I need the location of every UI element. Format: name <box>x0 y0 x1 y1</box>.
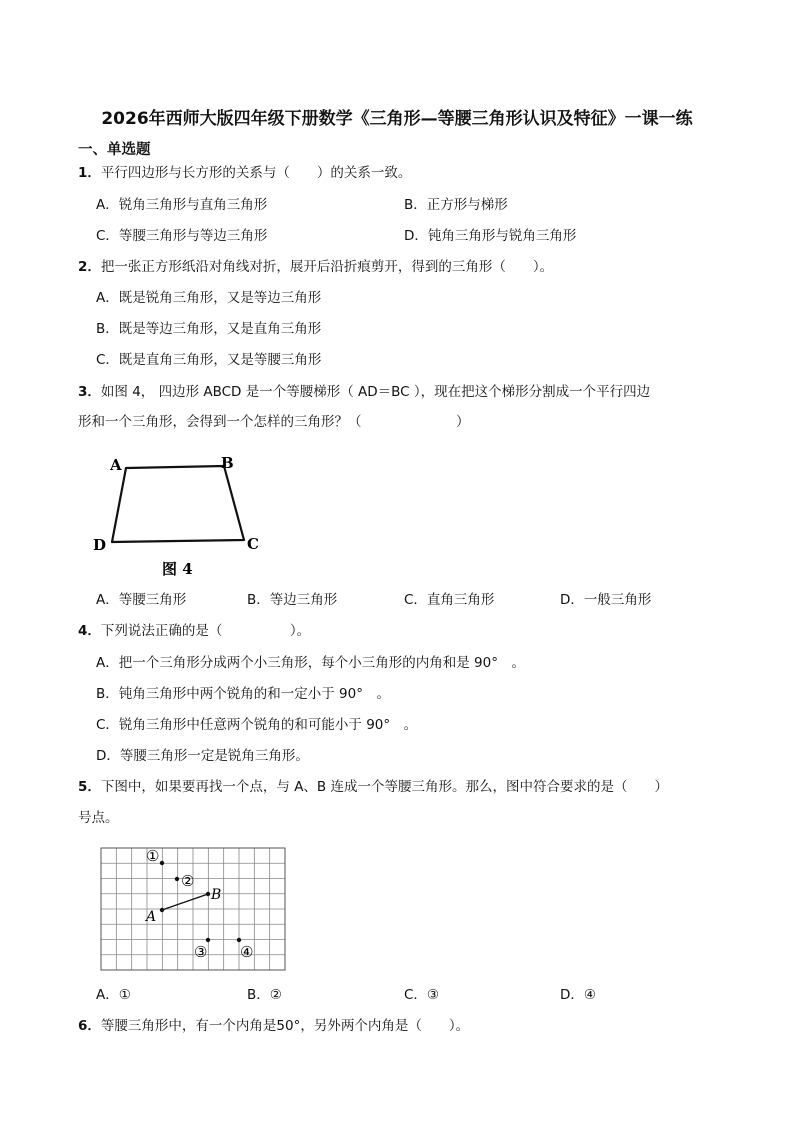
question-1 <box>78 163 411 183</box>
question-number: 4． <box>78 623 101 639</box>
question-number: 2． <box>78 259 101 275</box>
point-a <box>160 908 164 912</box>
option-1d: D．钝角三角形与锐角三角形 <box>404 228 577 244</box>
option-1b: B．正方形与梯形 <box>404 197 508 213</box>
question-4 <box>78 621 310 641</box>
question-text: 等腰三角形中，有一个内角是50°，另外两个内角是（ ）。 <box>100 1018 470 1034</box>
option-3c: C．直角三角形 <box>404 592 495 608</box>
question-text: 把一张正方形纸沿对角线对折，展开后沿折痕剪开，得到的三角形（ ）。 <box>100 259 554 275</box>
question-3 <box>78 382 650 402</box>
option-1a: A．锐角三角形与直角三角形 <box>96 197 268 213</box>
point-label-b: B <box>211 887 222 903</box>
question-5 <box>78 777 668 797</box>
segment-ab <box>162 894 208 910</box>
vertex-label-c: C <box>247 535 259 553</box>
option-3a: A．等腰三角形 <box>96 592 187 608</box>
option-3b: B．等边三角形 <box>247 592 338 608</box>
question-text: 平行四边形与长方形的关系与（ ）的关系一致。 <box>100 165 412 181</box>
question-2 <box>78 257 553 277</box>
option-5b: B．② <box>247 987 282 1003</box>
question-number: 1． <box>78 165 101 181</box>
point-label-2: ② <box>181 872 195 890</box>
option-5a: A．① <box>96 987 131 1003</box>
question-3-cont: 形和一个三角形，会得到一个怎样的三角形？（ ） <box>78 414 470 430</box>
question-6 <box>78 1016 469 1036</box>
point-4 <box>237 938 241 942</box>
option-2c: C．既是直角三角形，又是等腰三角形 <box>96 352 322 368</box>
figure-caption: 图 4 <box>162 560 193 578</box>
point-b <box>206 892 210 896</box>
question-text: 下列说法正确的是（ ）。 <box>100 623 311 639</box>
point-label-1: ① <box>146 847 160 865</box>
option-4d: D．等腰三角形一定是锐角三角形。 <box>96 748 309 764</box>
question-text-line1: 下图中，如果要再找一个点，与 A、B 连成一个等腰三角形。那么，图中符合要求的是（ ） <box>100 779 668 795</box>
vertex-label-b: B <box>221 454 234 472</box>
trapezoid-shape <box>112 466 244 542</box>
option-3d: D．一般三角形 <box>560 592 652 608</box>
page-title: 2026年西师大版四年级下册数学《三角形—等腰三角形认识及特征》一课一练 <box>101 109 693 129</box>
point-1 <box>160 861 164 865</box>
grid-lines <box>101 848 285 970</box>
point-label-4: ④ <box>240 943 254 961</box>
vertex-label-d: D <box>93 536 107 554</box>
vertex-label-a: A <box>110 456 122 474</box>
point-2 <box>175 877 179 881</box>
question-text-line1: 如图 4， 四边形 ABCD 是一个等腰梯形（ AD＝BC ），现在把这个梯形分割成一个平行四边 <box>100 384 651 400</box>
point-label-a: A <box>146 909 157 925</box>
option-1c: C．等腰三角形与等边三角形 <box>96 228 268 244</box>
grid-figure <box>98 845 288 975</box>
trapezoid-figure <box>90 450 280 585</box>
option-2b: B．既是等边三角形，又是直角三角形 <box>96 321 322 337</box>
point-3 <box>206 938 210 942</box>
question-number: 6． <box>78 1018 101 1034</box>
question-number: 5． <box>78 779 101 795</box>
point-label-3: ③ <box>194 943 208 961</box>
option-2a: A．既是锐角三角形，又是等边三角形 <box>96 290 322 306</box>
option-5d: D．④ <box>560 987 596 1003</box>
question-number: 3． <box>78 384 101 400</box>
question-5-cont: 号点。 <box>78 810 119 826</box>
option-4a: A．把一个三角形分成两个小三角形，每个小三角形的内角和是 90° 。 <box>96 655 525 671</box>
option-5c: C．③ <box>404 987 440 1003</box>
option-4b: B．钝角三角形中两个锐角的和一定小于 90° 。 <box>96 686 390 702</box>
section-heading: 一、单选题 <box>78 142 151 158</box>
option-4c: C．锐角三角形中任意两个锐角的和可能小于 90° 。 <box>96 717 418 733</box>
